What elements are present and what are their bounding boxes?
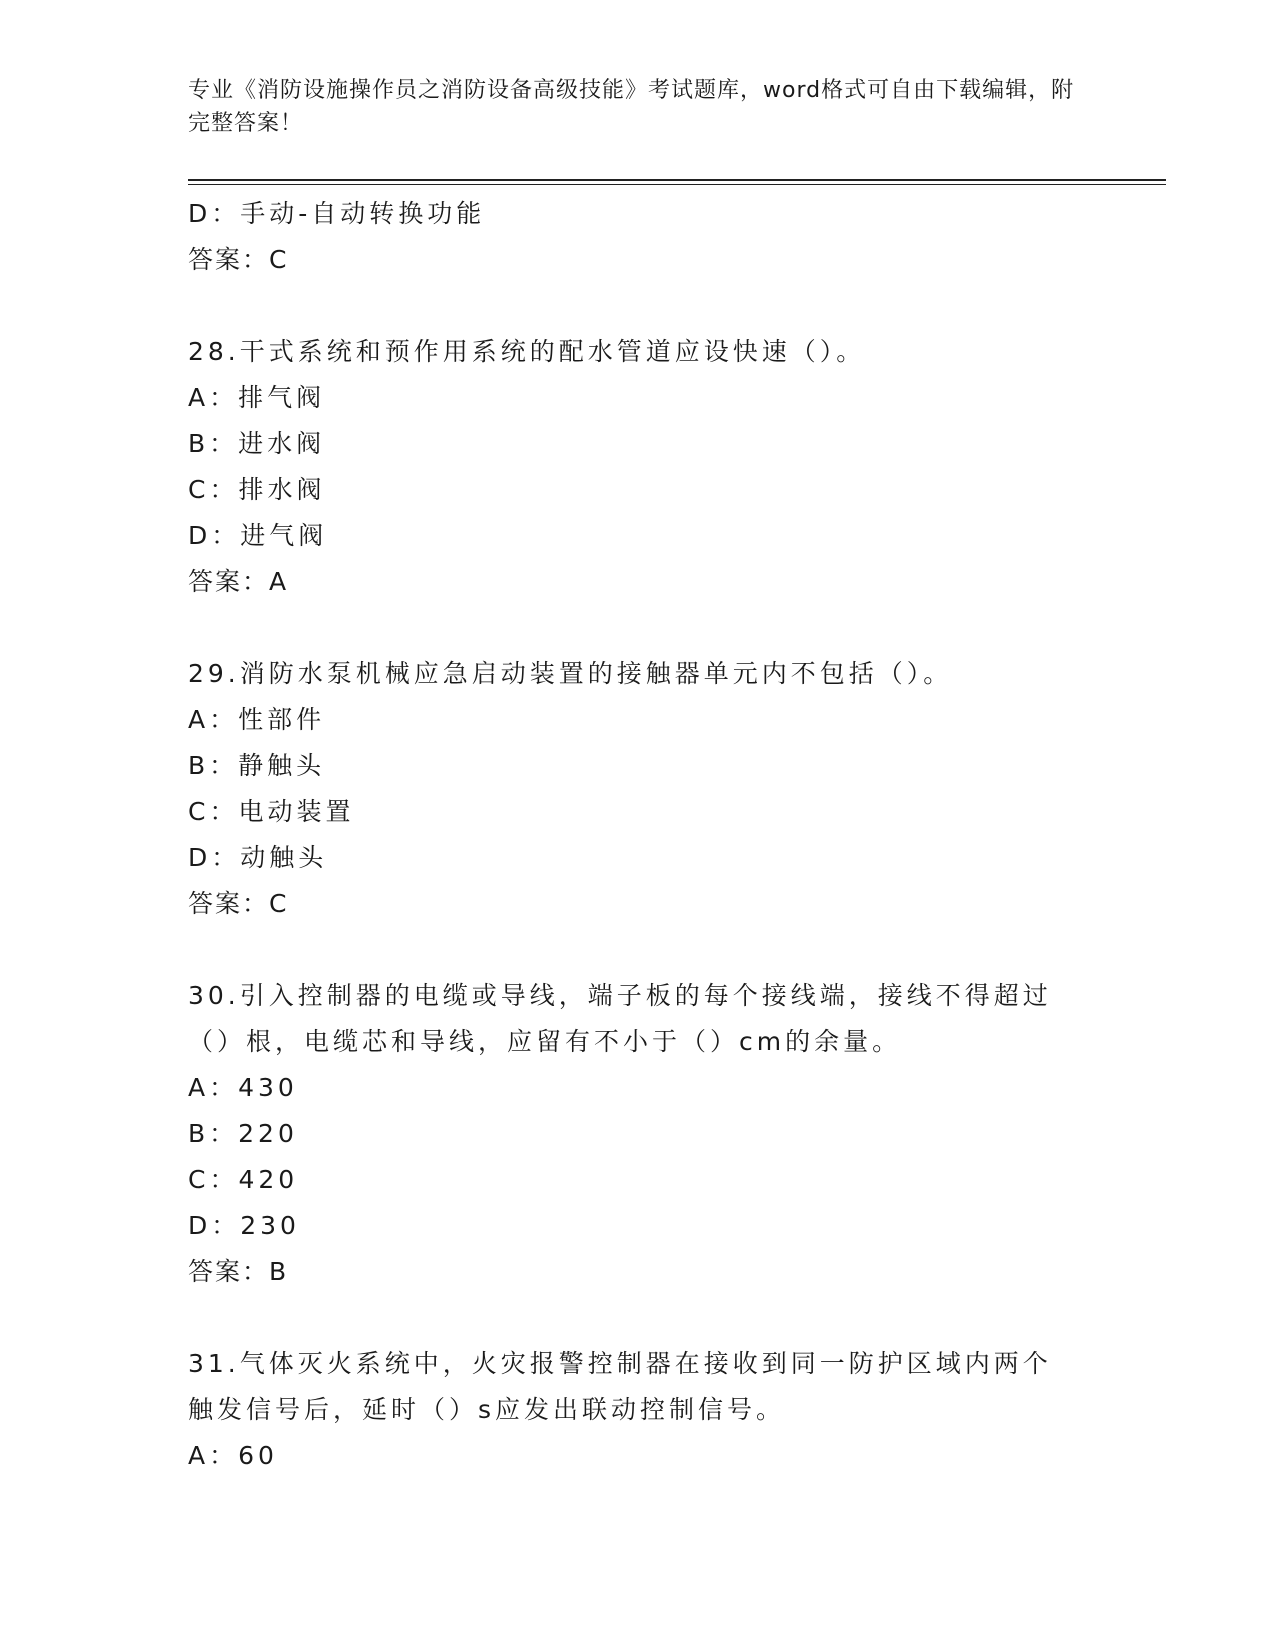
spacer	[188, 927, 1088, 973]
document-header	[188, 74, 1078, 140]
question-text: 引入控制器的电缆或导线，端子板的每个接线端，接线不得超过（）根，电缆芯和导线，应留有不小于（）cm的余量。	[188, 981, 1052, 1056]
option-line: D：动触头	[188, 843, 328, 872]
option-line: A：60	[188, 1441, 278, 1470]
spacer	[188, 1295, 1088, 1341]
question-number: 29.	[188, 659, 240, 688]
spacer	[188, 605, 1088, 651]
answer-line: 答案：C	[188, 245, 289, 274]
option-line: C：电动装置	[188, 797, 355, 826]
question-list	[188, 191, 1088, 1479]
question-number: 31.	[188, 1349, 240, 1378]
header-divider-thin	[188, 184, 1166, 185]
option-line: C：420	[188, 1165, 299, 1194]
question-number: 28.	[188, 337, 240, 366]
option-line: A：排气阀	[188, 383, 326, 412]
question-stem	[188, 1341, 1068, 1433]
question-text: 消防水泵机械应急启动装置的接触器单元内不包括（）。	[239, 659, 953, 688]
option-line: D：进气阀	[188, 521, 328, 550]
question-stem	[188, 651, 1068, 697]
option-line: A：性部件	[188, 705, 326, 734]
option-line: B：进水阀	[188, 429, 326, 458]
question-stem	[188, 973, 1068, 1065]
question-text: 干式系统和预作用系统的配水管道应设快速（）。	[239, 337, 866, 366]
spacer	[188, 283, 1088, 329]
option-line: D：230	[188, 1211, 300, 1240]
question-stem	[188, 329, 1068, 375]
header-divider-thick	[188, 179, 1166, 181]
option-line: B：220	[188, 1119, 298, 1148]
question-text: 气体灭火系统中，火灾报警控制器在接收到同一防护区域内两个触发信号后，延时（）s应发出联动控制信号。	[188, 1349, 1052, 1424]
answer-line: 答案：B	[188, 1257, 289, 1286]
option-line: A：430	[188, 1073, 298, 1102]
answer-line: 答案：A	[188, 567, 289, 596]
option-line: B：静触头	[188, 751, 326, 780]
option-line: C：排水阀	[188, 475, 326, 504]
answer-line: 答案：C	[188, 889, 289, 918]
question-number: 30.	[188, 981, 240, 1010]
option-line: D：手动-自动转换功能	[188, 199, 486, 228]
header-text: 专业《消防设施操作员之消防设备高级技能》考试题库，word格式可自由下载编辑，附完整答案！	[188, 78, 1075, 136]
